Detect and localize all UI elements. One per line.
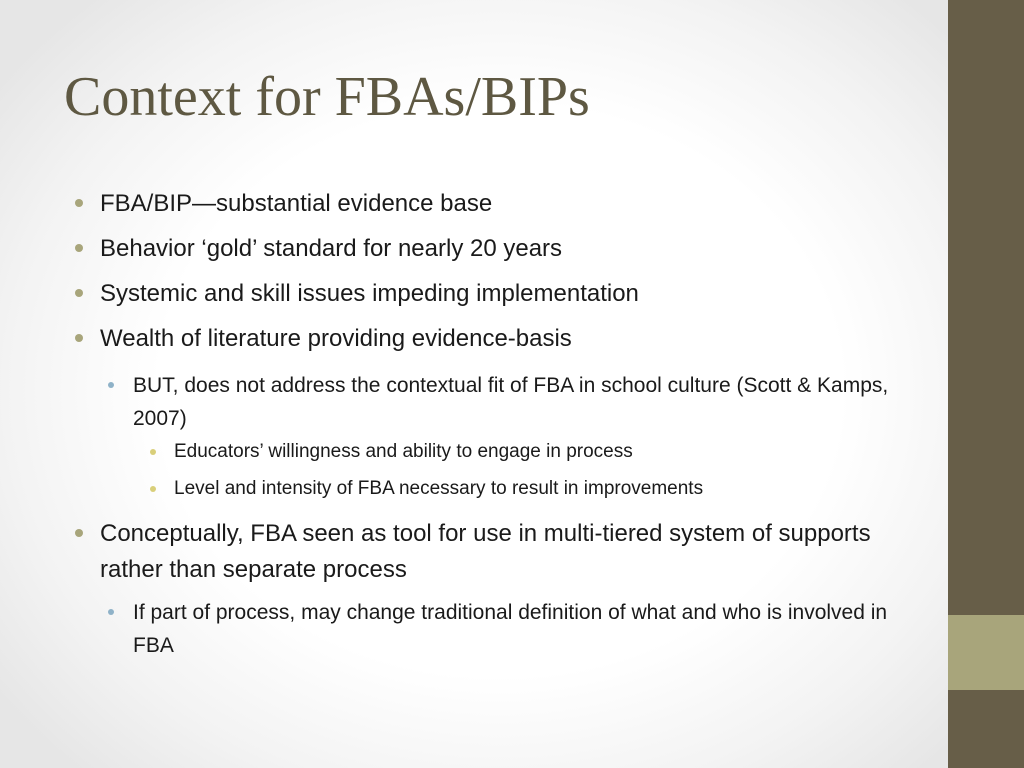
sub-bullet-text: BUT, does not address the contextual fit of FBA in school culture (Scott & Kamps, 2007) — [133, 374, 889, 430]
bullet-item — [72, 186, 892, 222]
sub-bullet-item — [105, 596, 892, 662]
bullet-text: Systemic and skill issues impeding implementation — [100, 280, 639, 307]
slide-title: Context for FBAs/BIPs — [64, 66, 590, 128]
bullet-dot-icon — [75, 199, 83, 207]
bullet-text: FBA/BIP—substantial evidence base — [100, 190, 493, 217]
bullet-text: Behavior ‘gold’ standard for nearly 20 years — [100, 235, 563, 262]
bullet-item — [72, 321, 892, 357]
sub-sub-bullet-text: Level and intensity of FBA necessary to result in improvements — [174, 478, 704, 499]
bullet-dot-icon — [75, 244, 83, 252]
sub-sub-bullet-item — [144, 437, 892, 467]
sub-sub-bullet-dot-icon — [150, 449, 156, 455]
decorative-side-accent — [948, 615, 1024, 690]
bullet-item — [72, 276, 892, 312]
sub-bullet-dot-icon — [108, 609, 114, 615]
bullet-dot-icon — [75, 529, 83, 537]
sub-sub-bullet-dot-icon — [150, 486, 156, 492]
sub-sub-bullet-text: Educators’ willingness and ability to engage in process — [174, 441, 633, 462]
decorative-side-bar — [948, 0, 1024, 768]
bullet-list — [72, 186, 892, 665]
sub-bullet-item — [105, 369, 892, 435]
bullet-dot-icon — [75, 289, 83, 297]
sub-sub-bullet-item — [144, 474, 892, 504]
sub-bullet-text: If part of process, may change traditional definition of what and who is involved in FBA — [133, 601, 888, 657]
sub-bullet-dot-icon — [108, 382, 114, 388]
bullet-text: Wealth of literature providing evidence-basis — [100, 325, 572, 352]
bullet-text: Conceptually, FBA seen as tool for use in multi-tiered system of supports rather than separate process — [100, 520, 871, 583]
bullet-item — [72, 516, 892, 588]
bullet-item — [72, 231, 892, 267]
bullet-dot-icon — [75, 334, 83, 342]
